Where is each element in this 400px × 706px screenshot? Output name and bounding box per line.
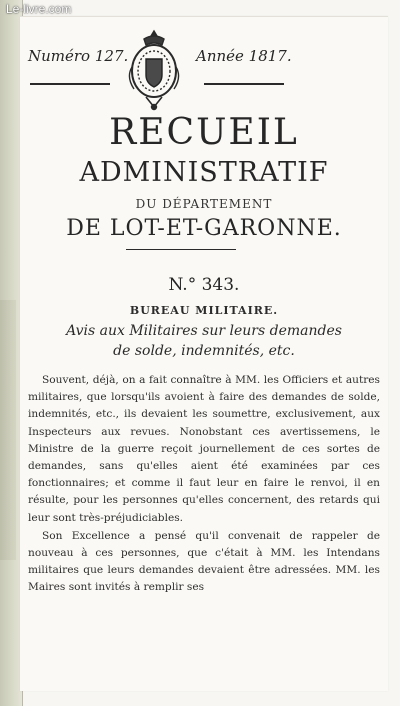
title-administratif: ADMINISTRATIF	[79, 157, 329, 188]
subject-line-2: de solde, indemnités, etc.	[113, 343, 295, 359]
title-recueil: RECUEIL	[109, 112, 299, 153]
coat-of-arms-emblem	[124, 27, 184, 113]
title-rule	[126, 249, 236, 250]
spine-shadow	[0, 300, 16, 560]
paragraph-1: Souvent, déjà, on a fait connaître à MM. les Officiers et autres militaires, que lorsqu'ils avoient à faire des demandes de solde, indemnités, etc., ils devaient les soumettre, exclusivement, aux Inspecteurs aux revues. Nonobstant ces avertissemens, le Ministre de la guerre reçoit journellement de ces sortes de demandes, sans qu'elles aient été examinées par ces fonctionnaires; et comme il faut leur en faire le renvoi, il en résulte, pour les personnes qu'elles concernent, des retards qui leur sont très-préjudiciables.	[28, 374, 380, 524]
issue-number: Numéro 127.	[28, 47, 129, 65]
paragraph-2: Son Excellence a pensé qu'il convenait de rappeler de nouveau à ces personnes, que c'était à MM. les Intendans militaires que leurs demandes devaient être adressées. MM. les Maires sont invités à remplir ses	[28, 529, 380, 594]
title-du-departement: DU DÉPARTEMENT	[135, 197, 273, 211]
document-number: N.° 343.	[168, 275, 240, 295]
watermark-text: Le-livre.com	[6, 2, 72, 16]
issue-year: Année 1817.	[196, 47, 292, 65]
section-heading: BUREAU MILITAIRE.	[129, 304, 279, 317]
document-page	[20, 16, 388, 691]
title-lot-et-garonne: DE LOT-ET-GARONNE.	[66, 216, 342, 241]
subject-line-1: Avis aux Militaires sur leurs demandes	[66, 323, 342, 339]
body-text	[28, 372, 380, 597]
header-rule-left	[30, 83, 110, 85]
header-rule-right	[204, 83, 284, 85]
